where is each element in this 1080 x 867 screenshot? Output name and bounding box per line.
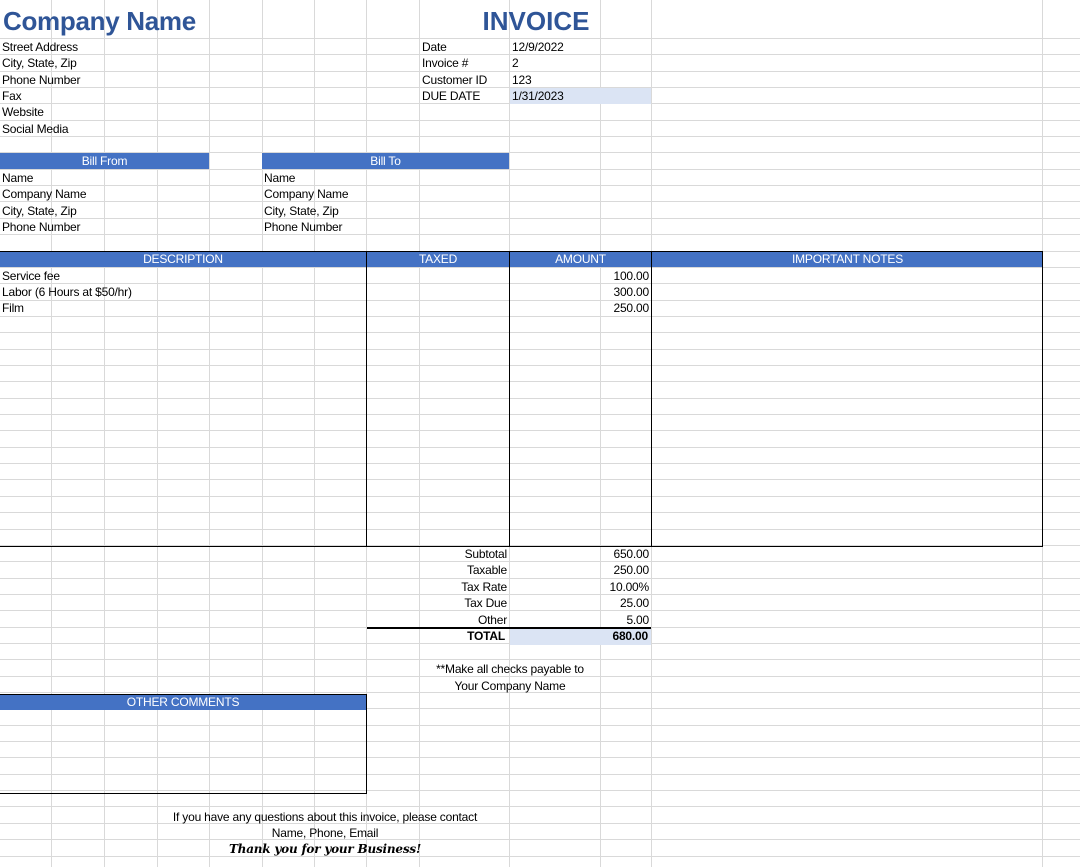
table-row-amount[interactable]: 250.00: [613, 301, 649, 315]
total-label: TOTAL: [467, 629, 505, 643]
taxable-value: 250.00: [613, 563, 649, 577]
company-fax: Fax: [2, 89, 22, 103]
invoice-number-label: Invoice #: [422, 56, 469, 70]
footer-thank-you: Thank you for your Business!: [228, 842, 422, 856]
bill-to-phone: Phone Number: [264, 220, 343, 234]
company-social: Social Media: [2, 122, 69, 136]
other-comments-header: OTHER COMMENTS: [0, 694, 366, 710]
footer-contact-details: Name, Phone, Email: [271, 826, 379, 840]
bill-to-company: Company Name: [264, 187, 349, 201]
payable-line-2: Your Company Name: [454, 679, 566, 693]
due-date-label: DUE DATE: [422, 89, 481, 103]
company-website: Website: [2, 105, 44, 119]
total-value: 680.00: [612, 629, 648, 643]
taxed-header: TAXED: [367, 251, 509, 267]
company-phone: Phone Number: [2, 73, 81, 87]
customer-id-value[interactable]: 123: [512, 73, 532, 87]
bill-from-header: Bill From: [0, 153, 209, 169]
other-value[interactable]: 5.00: [626, 613, 649, 627]
company-street: Street Address: [2, 40, 78, 54]
bill-from-company: Company Name: [2, 187, 87, 201]
bill-from-phone: Phone Number: [2, 220, 81, 234]
description-header: DESCRIPTION: [0, 251, 366, 267]
company-name: Company Name: [3, 6, 196, 36]
bill-to-header: Bill To: [262, 153, 509, 169]
bill-to-city: City, State, Zip: [264, 204, 339, 218]
company-city: City, State, Zip: [2, 56, 77, 70]
due-date-value[interactable]: 1/31/2023: [512, 89, 564, 103]
other-label: Other: [477, 613, 507, 627]
bill-from-name: Name: [2, 171, 34, 185]
date-label: Date: [422, 40, 447, 54]
payable-line-1: **Make all checks payable to: [436, 662, 584, 676]
table-row-description[interactable]: Labor (6 Hours at $50/hr): [2, 285, 132, 299]
customer-id-label: Customer ID: [422, 73, 488, 87]
bill-to-name: Name: [264, 171, 296, 185]
amount-header: AMOUNT: [510, 251, 651, 267]
table-row-description[interactable]: Film: [2, 301, 24, 315]
invoice-number-value[interactable]: 2: [512, 56, 519, 70]
footer-contact-line: If you have any questions about this invoice, please contact: [172, 810, 478, 824]
tax-due-value: 25.00: [619, 596, 649, 610]
bill-from-city: City, State, Zip: [2, 204, 77, 218]
important-notes-header: IMPORTANT NOTES: [652, 251, 1043, 267]
taxable-label: Taxable: [467, 563, 507, 577]
table-row-amount[interactable]: 100.00: [613, 269, 649, 283]
subtotal-value: 650.00: [613, 547, 649, 561]
invoice-title: INVOICE: [482, 6, 590, 36]
tax-rate-value[interactable]: 10.00%: [609, 580, 649, 594]
table-row-amount[interactable]: 300.00: [613, 285, 649, 299]
tax-rate-label: Tax Rate: [461, 580, 507, 594]
taxed-column-divider: [366, 251, 367, 546]
notes-column-divider: [651, 251, 652, 546]
subtotal-label: Subtotal: [464, 547, 507, 561]
date-value[interactable]: 12/9/2022: [512, 40, 564, 54]
tax-due-label: Tax Due: [464, 596, 507, 610]
table-row-description[interactable]: Service fee: [2, 269, 60, 283]
